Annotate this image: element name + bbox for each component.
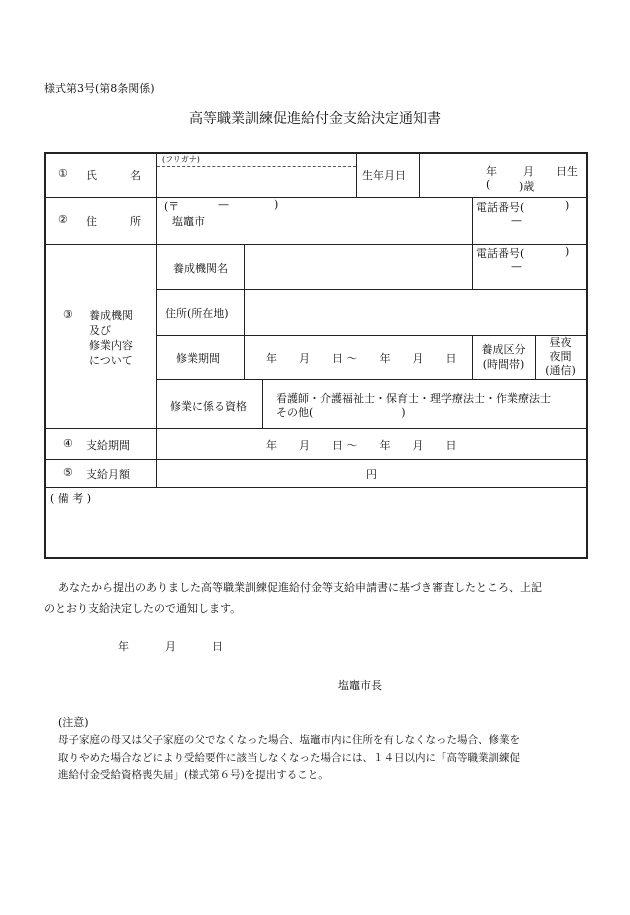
training-label-line-1: 養成機関 <box>89 309 133 322</box>
division-values <box>535 336 586 378</box>
training-label <box>89 308 133 368</box>
institution-name-label: 養成機関名 <box>173 262 228 275</box>
remarks-label: ( 備 考 ) <box>50 492 92 505</box>
row-address-label-a: 住 <box>86 215 97 228</box>
postal-open: (〒 <box>164 200 180 213</box>
training-period-label: 修業期間 <box>176 352 220 365</box>
division-value-correspondence: (通信) <box>545 364 576 377</box>
row-payment-amount-number: ⑤ <box>63 466 73 479</box>
training-label-line-4: について <box>89 354 133 367</box>
form-number: 様式第3号(第8条関係) <box>44 82 155 95</box>
birth-day: 日生 <box>556 165 578 178</box>
payment-amount-label: 支給月額 <box>86 468 130 481</box>
qualification-other: その他( ) <box>276 406 406 419</box>
row-name-label-b: 名 <box>130 169 141 182</box>
date-day: 日 <box>212 640 223 653</box>
date-month: 月 <box>165 640 176 653</box>
institution-address-label: 住所(所在地) <box>165 307 229 320</box>
qualification-options: 看護師・介護福祉士・保育士・理学療法士・作業療法士 <box>276 392 551 405</box>
postal-dash: — <box>218 198 229 211</box>
city-name: 塩竈市 <box>172 215 205 228</box>
payment-amount-unit: 円 <box>366 468 377 481</box>
payment-period-label: 支給期間 <box>86 439 130 452</box>
address-phone-label: 電話番号( <box>476 201 525 214</box>
body-text-line-1: あなたから提出のありました高等職業訓練促進給付金等支給申請書に基づき審査したところ、上記 <box>58 581 542 594</box>
training-label-line-3: 修業内容 <box>89 339 133 352</box>
row-address-number: ② <box>58 213 68 226</box>
qualification-label: 修業に係る資格 <box>170 400 247 413</box>
training-label-line-2: 及び <box>89 324 111 337</box>
division-value-night: 夜間 <box>549 350 572 363</box>
note-title: (注意) <box>58 716 89 729</box>
row-payment-period-number: ④ <box>63 437 73 450</box>
note-line-2: 取りやめた場合などにより受給要件に該当しなくなった場合には、１４日以内に「高等職業訓練促 <box>58 752 520 764</box>
date-year: 年 <box>118 640 129 653</box>
age-open: ( <box>486 178 491 191</box>
note-line-3: 進給付金受給資格喪失届」(様式第６号)を提出すること。 <box>58 769 329 781</box>
body-text-line-2: のとおり支給決定したので通知します。 <box>44 602 242 615</box>
birthdate-label: 生年月日 <box>362 169 406 182</box>
row-name-label-a: 氏 <box>86 169 97 182</box>
postal-close: ) <box>274 198 279 211</box>
address-phone-close: ) <box>565 199 570 212</box>
issuer: 塩竈市長 <box>338 679 382 692</box>
row-name-number: ① <box>58 167 68 180</box>
division-label-line-2: (時間帯) <box>482 358 525 371</box>
training-period-value: 年 月 日 〜 年 月 日 <box>266 352 457 365</box>
age-close: )歳 <box>519 180 535 193</box>
institution-phone-dash: — <box>511 260 522 273</box>
birth-year: 年 <box>486 165 497 178</box>
birth-month: 月 <box>523 165 534 178</box>
furigana-label: (フリガナ) <box>162 155 200 164</box>
payment-period-value: 年 月 日 〜 年 月 日 <box>266 439 457 452</box>
document-title: 高等職業訓練促進給付金支給決定通知書 <box>189 111 441 127</box>
division-value-day-night: 昼夜 <box>549 336 572 349</box>
institution-phone-label: 電話番号( <box>476 247 525 260</box>
division-label-line-1: 養成区分 <box>481 343 526 356</box>
row-address-label-b: 所 <box>130 215 141 228</box>
division-label <box>472 342 535 372</box>
row-training-number: ③ <box>63 308 73 321</box>
institution-phone-close: ) <box>565 245 570 258</box>
note-line-1: 母子家庭の母又は父子家庭の父でなくなった場合、塩竈市内に住所を有しなくなった場合、修業を <box>58 734 520 746</box>
address-phone-dash: — <box>511 214 522 227</box>
